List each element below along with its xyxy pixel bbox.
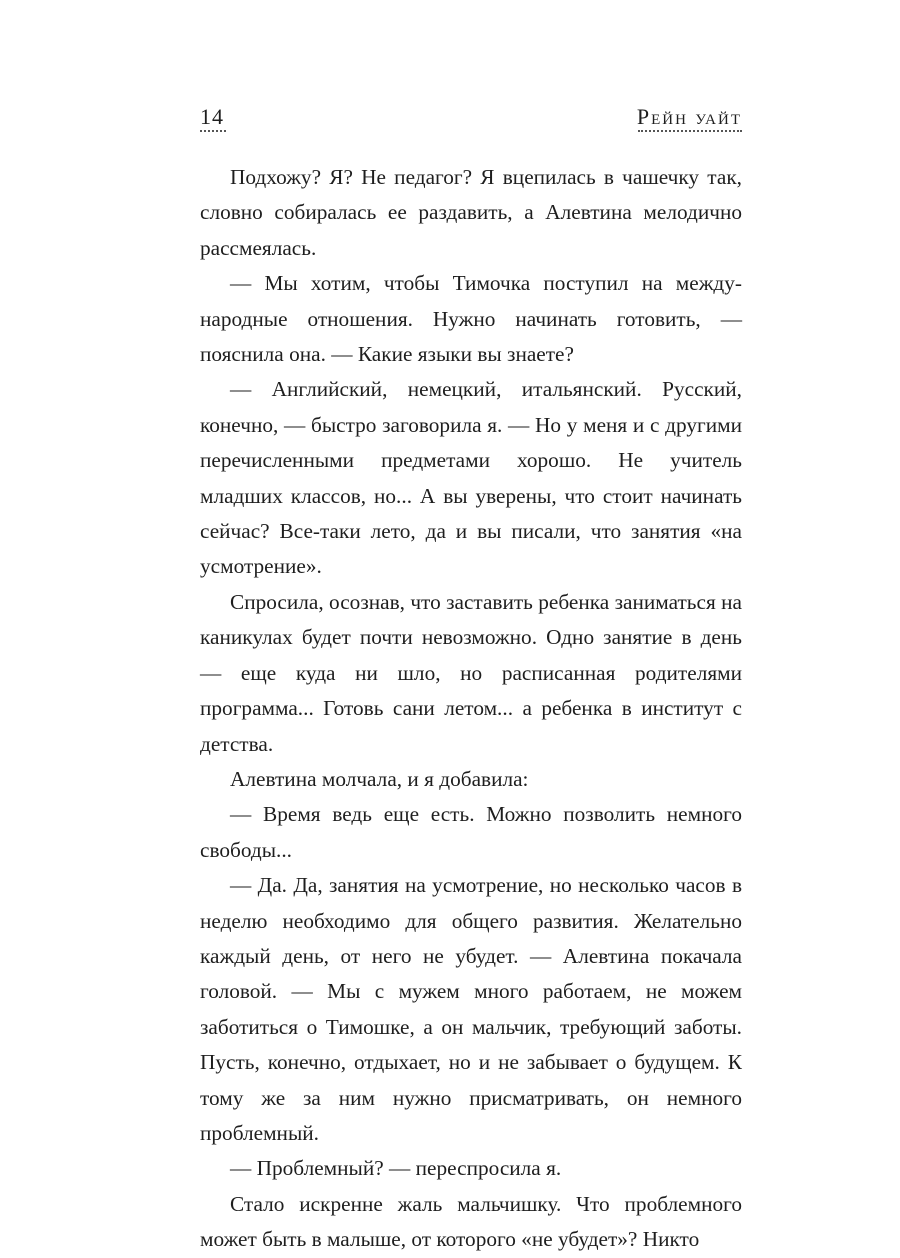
paragraph: Спросила, осознав, что заставить ребенка заниматься на каникулах будет почти невозможно. Одно занятие в день — еще куда ни шло, но расписанная родителями программа... Готовь сани летом... а ребенка в институт с детства. — [200, 589, 742, 756]
paragraph: — Проблемный? — переспросила я. — [230, 1156, 562, 1181]
paragraph: Подхожу? Я? Не педагог? Я вцепилась в чашечку так, словно собиралась ее раздавить, а Алевтина мелодично рассмеялась. — [200, 165, 742, 260]
paragraph: — Английский, немецкий, итальянский. Русский, конечно, — быстро заговорила я. — Но у меня и с другими перечисленными предметами хорошо. Не учитель младших классов, но... А вы уверены, что стоит начинать сейчас? Все-таки лето, да и вы писали, что занятия «на усмотрение». — [200, 377, 742, 579]
body-text — [200, 160, 742, 1258]
paragraph: — Да. Да, занятия на усмотрение, но несколько часов в неделю необходимо для общего развития. Желательно каждый день, от него не убудет. — Алевтина покачала головой. — Мы с мужем много работаем, не можем заботиться о Тимошке, а он мальчик, требующий заботы. Пусть, конечно, отдыхает, но и не забывает о будущем. К тому же за ним нужно присматривать, он немного проблемный. — [200, 873, 742, 1145]
paragraph: Стало искренне жаль мальчишку. Что проблемного может быть в малыше, от которого «не убудет»? Никто — [200, 1191, 742, 1252]
paragraph: — Мы хотим, чтобы Тимочка поступил на международные отношения. Нужно начинать готовить, — пояснила она. — Какие языки вы знаете? — [200, 271, 742, 367]
paragraph: — Время ведь еще есть. Можно позволить немного свободы... — [200, 802, 742, 862]
page-number-dotted-rule — [200, 130, 226, 132]
running-title: Рейн уайт — [636, 104, 742, 129]
running-title-dotted-rule — [638, 130, 742, 132]
paragraph: Алевтина молчала, и я добавила: — [230, 766, 529, 791]
page-number: 14 — [200, 104, 224, 129]
